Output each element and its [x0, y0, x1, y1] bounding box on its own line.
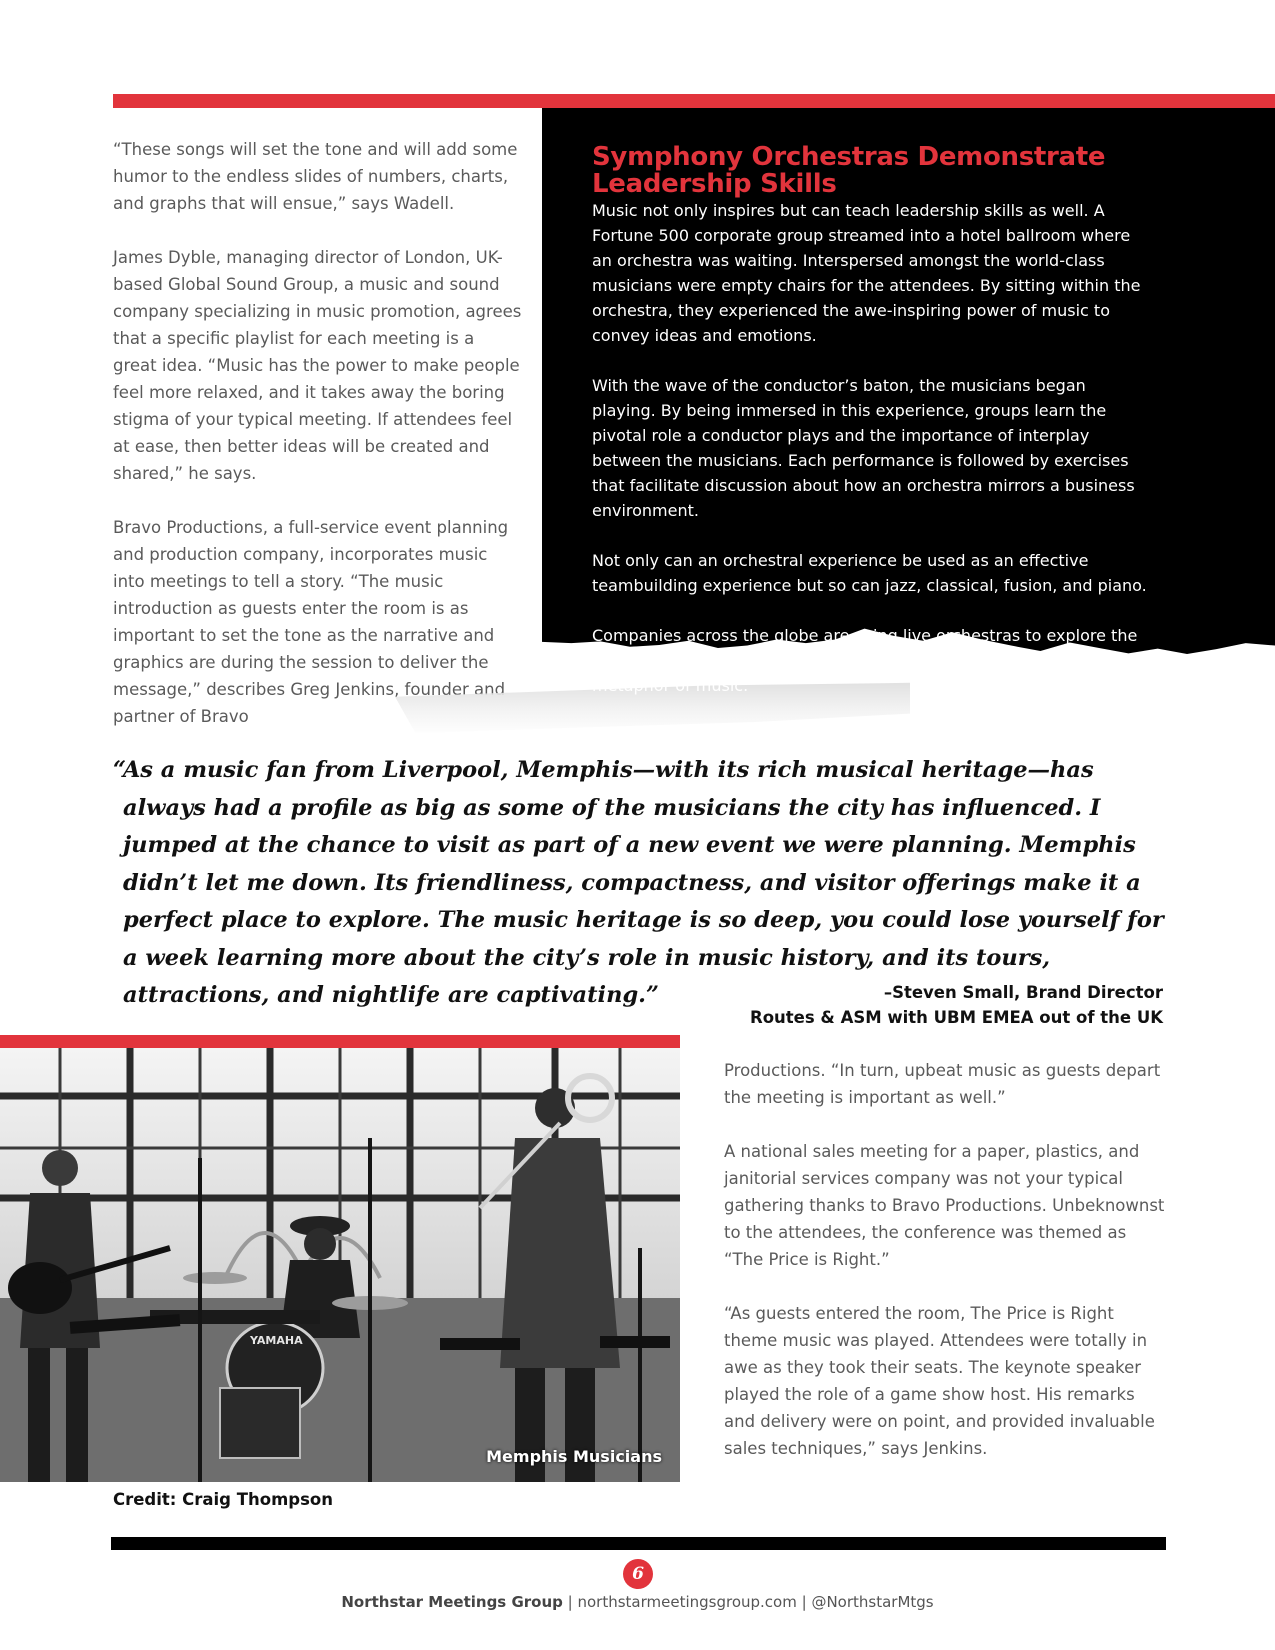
attribution-name: –Steven Small, Brand Director — [883, 983, 1163, 1002]
band-photo — [0, 1048, 680, 1482]
photo-red-rule — [0, 1035, 680, 1048]
page-number-badge: 6 — [623, 1559, 653, 1589]
left-column — [113, 136, 523, 757]
left-paragraph-2: James Dyble, managing director of London, UK-based Global Sound Group, a music and sound company specializing in music promotion, agrees that a specific playlist for each meeting is a great idea. “Music has the power to make people feel more relaxed, and it takes away the boring stigma of your typical meeting. If attendees feel at ease, then better ideas will be created and shared,” he says. — [113, 248, 522, 483]
drum-brand-label: YAMAHA — [250, 1334, 303, 1347]
footer-brand: Northstar Meetings Group — [341, 1593, 563, 1611]
footer-website-link[interactable]: northstarmeetingsgroup.com — [577, 1593, 797, 1611]
left-paragraph-3: Bravo Productions, a full-service event planning and production company, incorporates music into meetings to tell a story. “The music introduction as guests enter the room is as important to set the tone as the narrative and graphics are during the session to deliver the message,” describes Greg Jenkins, founder and partner of Bravo — [113, 518, 509, 726]
quote-attribution — [750, 980, 1163, 1030]
pull-quote: “As a music fan from Liverpool, Memphis—with its rich musical heritage—has always had a profile as big as some of the musicians the city has influenced. I jumped at the chance to visit as part of a new event we were planning. Memphis didn’t let me down. Its friendliness, compactness, and visitor offerings make it a perfect place to explore. The music heritage is so deep, you could lose yourself for a week learning more about the city’s role in music history, and its tours, attractions, and nightlife are captivating.” — [113, 757, 1164, 1008]
sidebar-paragraph-4: Companies across the globe are using live orchestras to explore the concepts of leadership, collaboration, and creativity through the metaphor of music. — [592, 626, 1138, 695]
footer-separator-1: | — [562, 1593, 578, 1611]
bottom-black-rule — [111, 1537, 1166, 1550]
photo-caption: Memphis Musicians — [486, 1447, 662, 1466]
right-paragraph-1: Productions. “In turn, upbeat music as guests depart the meeting is important as well.” — [724, 1061, 1161, 1107]
band-photo-illustration — [0, 1048, 680, 1482]
sidebar-paragraph-3: Not only can an orchestral experience be used as an effective teambuilding experience but so can jazz, classical, fusion, and piano. — [592, 551, 1147, 595]
footer-separator-2: | — [796, 1593, 812, 1611]
sidebar-box — [592, 144, 1152, 723]
footer — [0, 1593, 1275, 1611]
left-paragraph-1: “These songs will set the tone and will add some humor to the endless slides of numbers, charts, and graphs that will ensue,” says Wadell. — [113, 140, 518, 213]
right-column — [724, 1057, 1169, 1489]
attribution-affiliation: Routes & ASM with UBM EMEA out of the UK — [750, 1008, 1163, 1027]
sidebar-title: Symphony Orchestras Demonstrate Leadership Skills — [592, 142, 1106, 199]
right-paragraph-2: A national sales meeting for a paper, plastics, and janitorial services company was not your typical gathering thanks to Bravo Productions. Unbeknownst to the attendees, the conference was themed as “The Price is Right.” — [724, 1142, 1165, 1269]
right-paragraph-3: “As guests entered the room, The Price is Right theme music was played. Attendees were totally in awe as they took their seats. The keynote speaker played the role of a game show host. His remarks and delivery were on point, and provided invaluable sales techniques,” says Jenkins. — [724, 1304, 1155, 1458]
photo-credit: Credit: Craig Thompson — [113, 1490, 333, 1509]
sidebar-paragraph-1: Music not only inspires but can teach leadership skills as well. A Fortune 500 corporate group streamed into a hotel ballroom where an orchestra was waiting. Interspersed amongst the world-class musicians were empty chairs for the attendees. By sitting within the orchestra, they experienced the awe-inspiring power of music to convey ideas and emotions. — [592, 201, 1141, 345]
footer-social-handle[interactable]: @NorthstarMtgs — [811, 1593, 934, 1611]
sidebar-paragraph-2: With the wave of the conductor’s baton, the musicians began playing. By being immersed in this experience, groups learn the pivotal role a conductor plays and the importance of interplay between the musicians. Each performance is followed by exercises that facilitate discussion about how an orchestra mirrors a business environment. — [592, 376, 1135, 520]
top-red-rule — [113, 94, 1275, 108]
